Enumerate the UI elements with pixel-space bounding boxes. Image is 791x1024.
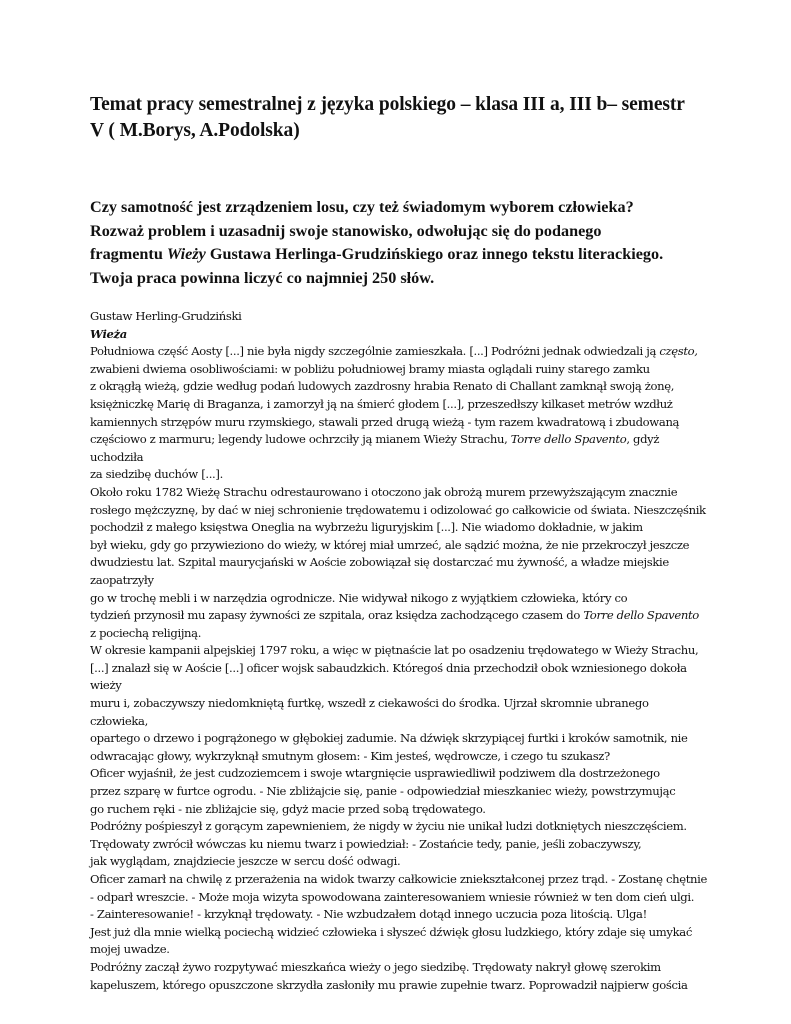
essay-task [90, 196, 710, 290]
excerpt-line: odwracając głowy, wykrzyknął smutnym głosem: - Kim jesteś, wędrowcze, i czego tu szukasz? [90, 748, 610, 763]
excerpt-line: pochodził z małego księstwa Oneglia na wybrzeżu liguryjskim [...]. Nie wiadomo dokładnie, w jakim [90, 520, 643, 535]
document-title [90, 92, 710, 144]
excerpt-line: kapeluszem, którego opuszczone skrzydła zasłoniły mu prawie zupełnie twarz. Poprowadził najpierw gościa [90, 977, 688, 992]
excerpt-line: go w trochę mebli i w narzędzia ogrodnicze. Nie widywał nikogo z wyjątkiem człowieka, który co [90, 590, 628, 605]
excerpt-line: był wieku, gdy go przywieziono do wieży, w której miał umrzeć, ale sądzić można, że nie przekroczył jeszcze [90, 537, 690, 552]
excerpt-line: rosłego mężczyznę, by dać w niej schronienie trędowatemu i odizolować go całkowicie od świata. Nieszczęśnik [90, 502, 706, 517]
excerpt-line: Trędowaty zwrócił wówczas ku niemu twarz i powiedział: - Zostańcie tedy, panie, jeśli zobaczywszy, [90, 836, 642, 851]
excerpt-line: - Zainteresowanie! - krzyknął trędowaty. - Nie wzbudzałem dotąd innego uczucia poza litością. Ulga! [90, 907, 647, 922]
excerpt-line: z pociechą religijną. [90, 625, 202, 640]
title-line-2: V ( M.Borys, A.Podolska) [90, 120, 300, 141]
task-line: Czy samotność jest zrządzeniem losu, czy też świadomym wyborem człowieka? [90, 198, 634, 216]
task-work-title: Wieży [166, 245, 206, 263]
excerpt-line: przez szparę w furtce ogrodu. - Nie zbliżajcie się, panie - odpowiedział mieszkaniec wieży, powstrzymując [90, 784, 676, 799]
excerpt-line: opartego o drzewo i pogrążonego w głębokiej zadumie. Na dźwięk skrzypiącej furtki i kroków samotnik, nie [90, 731, 688, 746]
excerpt-line: zaopatrzyły [90, 572, 154, 587]
excerpt-line: Południowa część Aosty [...] nie była nigdy szczególnie zamieszkała. [...] Podróżni jednak odwiedzali ją często, [90, 344, 698, 359]
excerpt-line: Podróżny zaczął żywo rozpytywać mieszkańca wieży o jego siedzibę. Trędowaty nakrył głowę szerokim [90, 959, 661, 974]
excerpt-line: kamiennych strzępów muru rzymskiego, stawali przed drugą wieżą - tym razem kwadratową i zbudowaną [90, 414, 680, 429]
document-page [90, 92, 710, 994]
excerpt-title: Wieża [90, 326, 127, 341]
excerpt-line: zwabieni dwiema osobliwościami: w pobliżu południowej bramy miasta oglądali ruiny starego zamku [90, 361, 650, 376]
excerpt-line: muru i, zobaczywszy niedomkniętą furtkę, wszedł z ciekawości do środka. Ujrzał skromnie ubranego [90, 696, 649, 711]
excerpt-line: Podróżny pośpieszył z gorącym zapewnieniem, że nigdy w życiu nie unikał ludzi dotkniętych nieszczęściem. [90, 819, 687, 834]
excerpt-line: [...] znalazł się w Aoście [...] oficer wojsk sabaudzkich. Któregoś dnia przechodził obok wzniesionego dokoła [90, 660, 687, 675]
excerpt-line: Oficer wyjaśnił, że jest cudzoziemcem i swoje wtargnięcie usprawiedliwił podziwem dla dostrzeżonego [90, 766, 660, 781]
task-line: fragmentu [90, 245, 167, 263]
excerpt-line: człowieka, [90, 713, 148, 728]
task-line: Gustawa Herlinga-Grudzińskiego oraz innego tekstu literackiego. [205, 245, 664, 263]
task-line: Twoja praca powinna liczyć co najmniej 250 słów. [90, 268, 435, 287]
excerpt-line: Około roku 1782 Wieżę Strachu odrestaurowano i otoczono jak obrożą murem przewyższającym znacznie [90, 484, 678, 499]
excerpt-line: dwudziestu lat. Szpital maurycjański w Aoście zobowiązał się dostarczać mu żywność, a władze miejskie [90, 555, 669, 570]
excerpt-line: tydzień przynosił mu zapasy żywności ze szpitala, oraz księdza zachodzącego czasem do Torre dello Spavento [90, 608, 699, 623]
title-line-1: Temat pracy semestralnej z języka polskiego – klasa III a, III b– semestr [90, 94, 685, 115]
excerpt-line: Jest już dla mnie wielką pociechą widzieć człowieka i słyszeć dźwięk głosu ludzkiego, który zdaje się umykać [90, 924, 692, 939]
excerpt-line: jak wyglądam, znajdziecie jeszcze w sercu dość odwagi. [90, 854, 401, 869]
excerpt [90, 308, 710, 994]
excerpt-line: częściowo z marmuru; legendy ludowe ochrzciły ją mianem Wieży Strachu, Torre dello Spavento, gdyż [90, 432, 660, 447]
excerpt-line: wieży [90, 678, 122, 693]
excerpt-line: księżniczkę Marię di Braganza, i zamorzył ją na śmierć głodem [...], przeszedłszy kilkaset metrów wzdłuż [90, 396, 673, 411]
excerpt-line: go ruchem ręki - nie zbliżajcie się, gdyż macie przed sobą trędowatego. [90, 801, 486, 816]
excerpt-author: Gustaw Herling-Grudziński [90, 309, 242, 323]
excerpt-line: za siedzibę duchów [...]. [90, 467, 223, 482]
excerpt-line: z okrągłą wieżą, gdzie według podań ludowych zazdrosny hrabia Renato di Challant zamknął swoją żonę, [90, 379, 675, 394]
excerpt-line: uchodziła [90, 449, 144, 464]
excerpt-line: mojej uwadze. [90, 942, 170, 957]
task-line: Rozważ problem i uzasadnij swoje stanowisko, odwołując się do podanego [90, 221, 602, 240]
excerpt-line: - odparł wreszcie. - Może moja wizyta spowodowana zainteresowaniem wniesie również w ten dom cień ulgi. [90, 889, 695, 904]
excerpt-line: Oficer zamarł na chwilę z przerażenia na widok twarzy całkowicie zniekształconej przez trąd. - Zostanę chętnie [90, 872, 708, 886]
excerpt-line: W okresie kampanii alpejskiej 1797 roku, a więc w piętnaście lat po osadzeniu trędowatego w Wieży Strachu, [90, 643, 699, 658]
